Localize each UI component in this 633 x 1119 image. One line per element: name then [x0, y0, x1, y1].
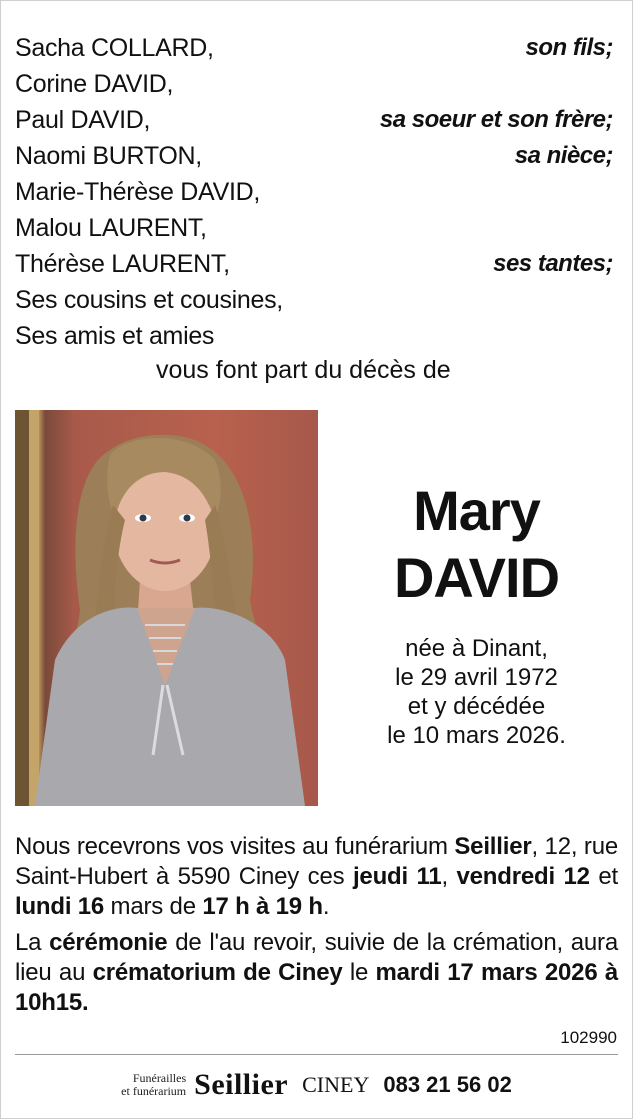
visits-day: jeudi 11	[352, 863, 442, 890]
deceased-first-name: Mary	[413, 479, 540, 542]
ceremony-keyword: cérémonie	[49, 929, 168, 956]
ceremony-place: crématorium de Ciney	[92, 959, 343, 986]
bio-line: et y décédée	[407, 693, 546, 720]
relative-row	[15, 174, 613, 210]
relative-row	[15, 282, 613, 318]
relative-role: sa soeur et son frère;	[379, 106, 613, 133]
relative-row	[15, 138, 613, 174]
ceremony-text: le	[342, 959, 376, 986]
footer-ad	[0, 1066, 633, 1104]
relative-name: Marie-Thérèse DAVID,	[15, 177, 260, 206]
footer-tagline-line: Funérailles	[132, 1071, 187, 1085]
footer-divider	[15, 1054, 618, 1055]
visits-text: mars de	[104, 893, 203, 920]
deceased-photo	[15, 410, 318, 806]
visits-funeral-home: Seillier	[454, 833, 532, 860]
portrait-illustration	[15, 410, 318, 806]
visits-text: , 12, rue Saint-Hubert à 5590 Ciney ces	[15, 833, 618, 890]
visits-text: .	[322, 893, 330, 920]
relative-name: Malou LAURENT,	[15, 213, 207, 242]
relative-row	[15, 246, 613, 282]
relative-role: son fils;	[525, 34, 613, 61]
visits-text: Nous recevrons vos visites au funérarium	[15, 833, 455, 860]
visits-day: lundi 16	[15, 893, 105, 920]
relative-name: Ses cousins et cousines,	[15, 285, 283, 314]
footer-tagline	[121, 1072, 186, 1098]
relative-row	[15, 102, 613, 138]
relative-row	[15, 30, 613, 66]
bio-line: le 10 mars 2026.	[387, 722, 566, 749]
relative-row	[15, 318, 613, 354]
relative-name: Corine DAVID,	[15, 69, 174, 98]
footer-tagline-line: et funérarium	[121, 1084, 187, 1098]
visits-paragraph	[15, 832, 618, 922]
announcement-text: vous font part du décès de	[156, 356, 451, 384]
footer-phone: 083 21 56 02	[383, 1072, 512, 1097]
relative-name: Ses amis et amies	[15, 321, 215, 350]
relative-name: Sacha COLLARD,	[15, 33, 214, 62]
ceremony-paragraph	[15, 928, 618, 1018]
bio-line: le 29 avril 1972	[395, 664, 558, 691]
visits-day: vendredi 12	[456, 863, 590, 890]
relative-name: Naomi BURTON,	[15, 141, 202, 170]
visits-hours: 17 h à 19 h	[202, 893, 323, 920]
relative-row	[15, 66, 613, 102]
deceased-last-name: DAVID	[393, 546, 560, 609]
relative-role: ses tantes;	[493, 250, 613, 277]
reference-number: 102990	[560, 1028, 617, 1047]
ceremony-datetime: mardi 17 mars 2026 à 10h15.	[15, 959, 619, 1016]
footer-city: CINEY	[302, 1072, 370, 1097]
relative-name: Paul DAVID,	[15, 105, 151, 134]
visits-text: ,	[441, 863, 457, 890]
relative-row	[15, 210, 613, 246]
ceremony-text: La	[15, 929, 50, 956]
visits-text: et	[589, 863, 618, 890]
relative-role: sa nièce;	[514, 142, 613, 169]
ceremony-text: de l'au revoir, suivie de la crémation, aura lieu au	[15, 929, 618, 986]
relative-name: Thérèse LAURENT,	[15, 249, 230, 278]
footer-brand: Seillier	[194, 1068, 289, 1101]
bio-line: née à Dinant,	[405, 635, 548, 662]
